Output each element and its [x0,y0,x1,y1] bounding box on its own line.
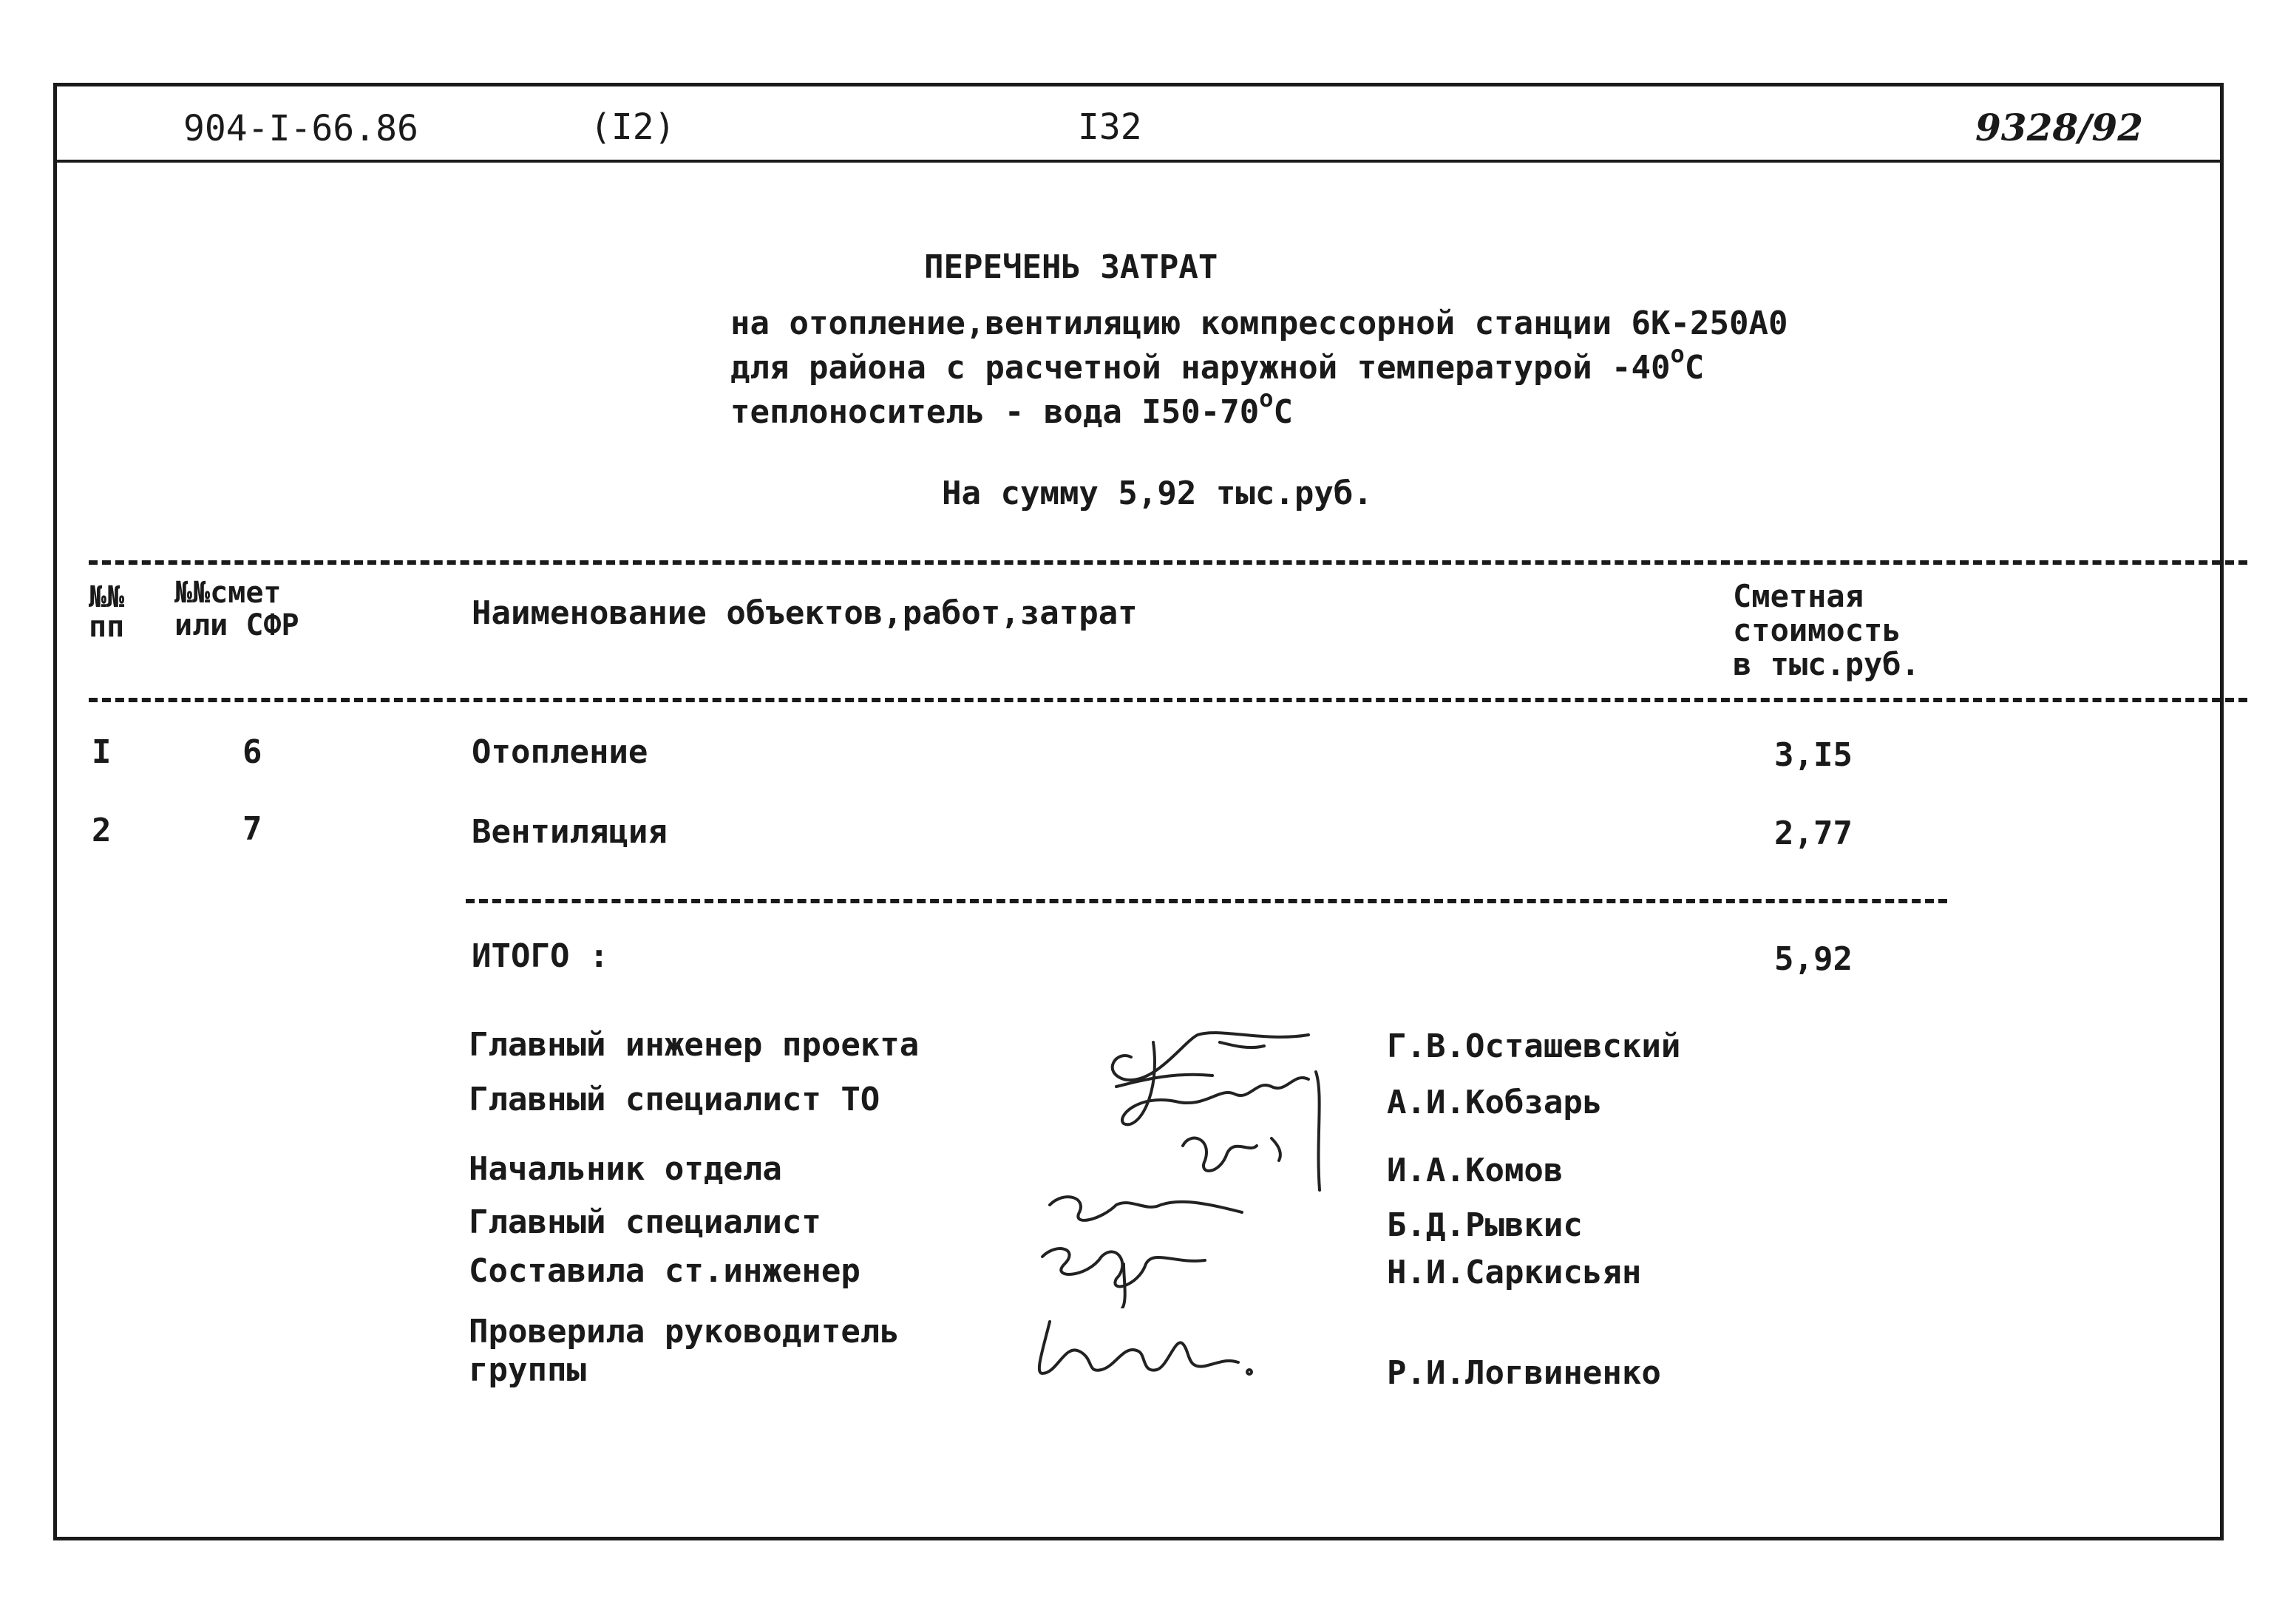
col-smeta-header-1: №№смет [174,576,282,610]
row-number: 2 [92,812,112,849]
row-number: I [92,733,112,771]
col-cost-header-2: стоимость [1733,612,1901,648]
total-rule [466,899,1947,903]
role-compiler: Составила ст.инженер [469,1252,860,1290]
name-ryvkis: Б.Д.Рывкис [1387,1206,1583,1244]
name-ostashevsky: Г.В.Осташевский [1387,1027,1681,1065]
sheet-number: 9328/92 [1975,106,2144,149]
row-name: Отопление [472,733,648,771]
col-num-header-1: №№ [89,580,125,614]
table-header-rule [89,698,2247,702]
total-value: 5,92 [1774,940,1853,978]
total-label: ИТОГО : [472,937,609,975]
col-smeta-header-2: или СФР [174,608,299,642]
name-kobzar: А.И.Кобзарь [1387,1084,1603,1121]
col-cost-header-1: Сметная [1733,578,1864,614]
role-chief-engineer: Главный инженер проекта [469,1026,920,1064]
handwritten-signatures-middle [1035,1183,1272,1308]
role-chief-specialist-to: Главный специалист ТО [469,1081,880,1118]
album-number: (I2) [590,106,676,148]
doc-code: 904-I-66.86 [183,108,418,149]
header-divider [53,160,2224,163]
name-logvinenko: Р.И.Логвиненко [1387,1354,1661,1392]
name-komov: И.А.Комов [1387,1152,1564,1189]
document-heading: ПЕРЕЧЕНЬ ЗАТРАТ [924,248,1218,286]
role-checker-line-1: Проверила руководитель [469,1313,900,1350]
row-cost: 3,I5 [1774,736,1853,774]
title-line-1: на отопление,вентиляцию компрессорной станции 6К-250А0 [730,305,1788,342]
title-line-2: для района с расчетной наружной температурой -40$^o$С [730,340,1705,387]
row-cost: 2,77 [1774,815,1853,852]
sum-line: На сумму 5,92 тыс.руб. [942,475,1373,512]
page-number: I32 [1078,106,1142,148]
role-department-head: Начальник отдела [469,1150,782,1188]
role-checker-line-2: группы [469,1351,586,1389]
title-line-3: теплоноситель - вода I50-70$^o$С [730,384,1294,431]
col-name-header: Наименование объектов,работ,затрат [472,594,1138,632]
handwritten-signature-bottom [1028,1307,1264,1388]
row-smeta: 7 [242,810,262,848]
name-sarkisyan: Н.И.Саркисьян [1387,1254,1642,1291]
row-name: Вентиляция [472,813,668,851]
col-cost-header-3: в тыс.руб. [1733,646,1920,682]
role-chief-specialist: Главный специалист [469,1203,821,1241]
col-num-header-2: пп [89,610,125,644]
table-top-rule [89,560,2247,565]
row-smeta: 6 [242,733,262,771]
